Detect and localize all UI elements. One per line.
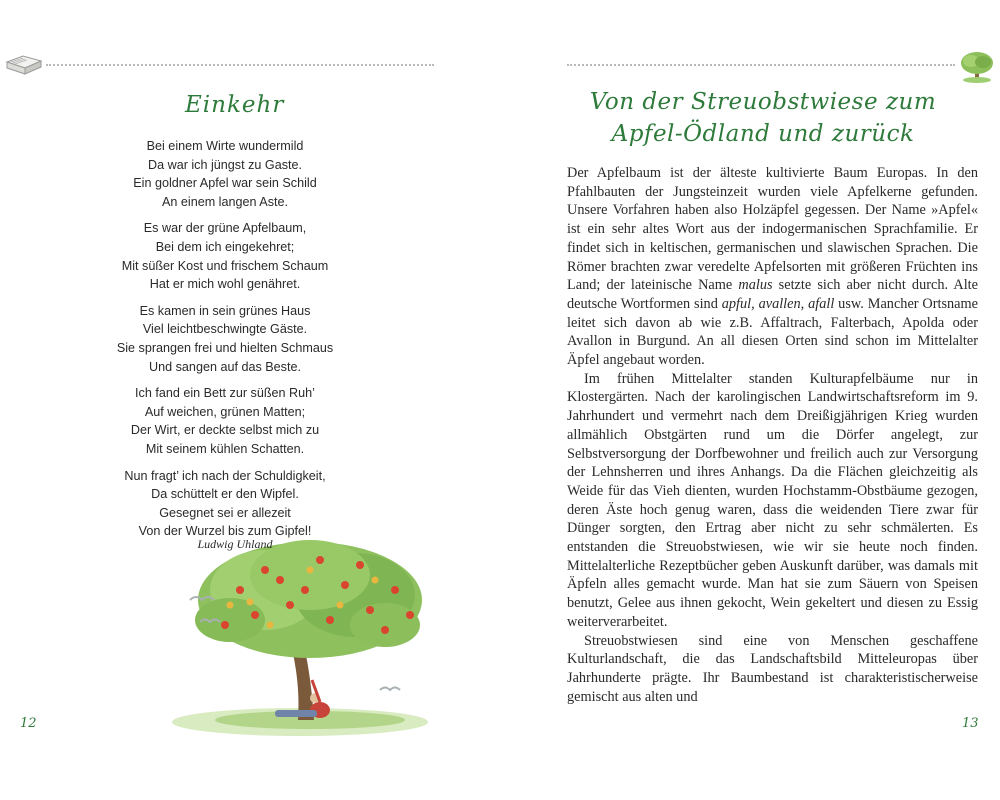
paragraph: Im frühen Mittelalter standen Kulturapfelbäume nur in Klostergärten. Nach der karolingischen Landwirtschaftsreform im 9. Jahrhundert und vermehrt nach dem Dreißigjährigen Krieg wurden allmählich Obstgärten rund um die Dörfer angelegt, zur Selbstversorgung der Dorfbewohner und freilich auch zur Versorgung der Lehnsherren und ihres Anhangs. Da die Flächen gleichzeitig als Weide für das Vieh dienten, wurden Hochstamm-Obstbäume gezogen, deren Äste hoch genug waren, dass die weidenden Tiere zwar für Dünger sorgten, den Ertrag aber nicht zu sehr schmälerten. Es entstanden die Streuobstwiesen, wie wir sie heute noch finden. Mittelalterliche Rezeptbücher geben Auskunft darüber, was damals mit Äpfeln alles gemacht wurde. Man hat sie zum Säuern von Speisen benutzt, Gelee aus ihnen gekocht, Wein gekeltert und diesen zu Essig weiterverarbeitet. bbox=[567, 370, 978, 630]
poem-line: Da war ich jüngst zu Gaste. bbox=[148, 157, 302, 172]
chapter-title-line: Apfel-Ödland und zurück bbox=[611, 121, 915, 147]
poem-line: Da schüttelt er den Wipfel. bbox=[151, 487, 299, 502]
poem-stanza bbox=[100, 384, 350, 458]
poem-stanza bbox=[100, 137, 350, 211]
italic-term: malus bbox=[738, 277, 773, 294]
poem-line: Bei einem Wirte wundermild bbox=[146, 139, 304, 153]
text-run: usw. Mancher Ortsname leitet sich davon ab wie z.B. Affaltrach, Falterbach, Apolda oder Avallon in Burgund. An all diesen Orten sind schon im Mittelalter Äpfel angebaut worden. bbox=[567, 295, 978, 369]
poem-stanza bbox=[100, 302, 350, 376]
body-text bbox=[567, 164, 978, 706]
poem-title: Einkehr bbox=[185, 92, 285, 118]
paragraph bbox=[567, 164, 978, 370]
text-run: Der Apfelbaum ist der älteste kultivierte Baum Europas. In den Pfahlbauten der Jungsteinzeit wurden viele Apfelkerne gefunden. Unsere Vorfahren haben also Holzäpfel gegessen. Der Name »Apfel« ist ein sehr altes Wort aus der indogermanischen Sprachfamilie. Er findet sich in keltischen, germanischen und slawischen Sprachen. Die Römer brachten zwar veredelte Apfelsorten mit größeren Früchten ins Land; der lateinische Name bbox=[567, 165, 978, 294]
poem-line: Bei dem ich eingekehret; bbox=[155, 239, 295, 254]
poem-line: Mit seinem kühlen Schatten. bbox=[145, 441, 305, 456]
header-rule-left bbox=[46, 64, 434, 66]
chapter-title-line: Von der Streuobstwiese zum bbox=[589, 89, 937, 115]
poem-line: Von der Wurzel bis zum Gipfel! bbox=[138, 524, 312, 539]
poem-line: Mit süßer Kost und frischem Schaum bbox=[121, 258, 329, 273]
page-number-left: 12 bbox=[20, 716, 37, 731]
page-number-right: 13 bbox=[962, 716, 979, 731]
poem-line: Sie sprangen frei und hielten Schmaus bbox=[116, 340, 334, 355]
poem-line: Gesegnet sei er allezeit bbox=[159, 505, 291, 520]
poem-line: An einem langen Aste. bbox=[161, 194, 289, 209]
tree-icon bbox=[958, 50, 996, 84]
poem-author: Ludwig Uhland bbox=[197, 537, 273, 551]
header-rule-right bbox=[567, 64, 955, 66]
poem-line: Und sangen auf das Beste. bbox=[149, 359, 301, 374]
apple-tree-illustration bbox=[170, 530, 440, 745]
poem-line: Hat er mich wohl genähret. bbox=[149, 277, 301, 292]
poem-line: Ich fand ein Bett zur süßen Ruh’ bbox=[135, 386, 315, 401]
paragraph: Streuobstwiesen sind eine von Menschen geschaffene Kulturlandschaft, die das Landschaftsbild Mitteleuropas über Jahrhunderte prägte. Ihr Baumbestand ist charakteristischerweise gemischt aus alten und bbox=[567, 632, 978, 705]
italic-term: apful, avallen, afall bbox=[721, 295, 835, 312]
open-book-icon bbox=[4, 52, 44, 78]
chapter-title bbox=[568, 86, 958, 150]
poem-line: Es kamen in sein grünes Haus bbox=[139, 303, 311, 318]
poem-line: Ein goldner Apfel war sein Schild bbox=[133, 176, 317, 191]
poem-line: Nun fragt’ ich nach der Schuldigkeit, bbox=[124, 468, 326, 483]
poem-stanza bbox=[100, 219, 350, 293]
text-run: setzte sich aber nicht durch. Alte deutsche Wortformen sind bbox=[567, 277, 978, 312]
poem-line: Es war der grüne Apfelbaum, bbox=[143, 221, 307, 236]
poem-line: Viel leichtbeschwingte Gäste. bbox=[142, 322, 308, 337]
poem-line: Der Wirt, er deckte selbst mich zu bbox=[130, 423, 320, 438]
poem-line: Auf weichen, grünen Matten; bbox=[144, 404, 306, 419]
poem bbox=[100, 137, 350, 549]
